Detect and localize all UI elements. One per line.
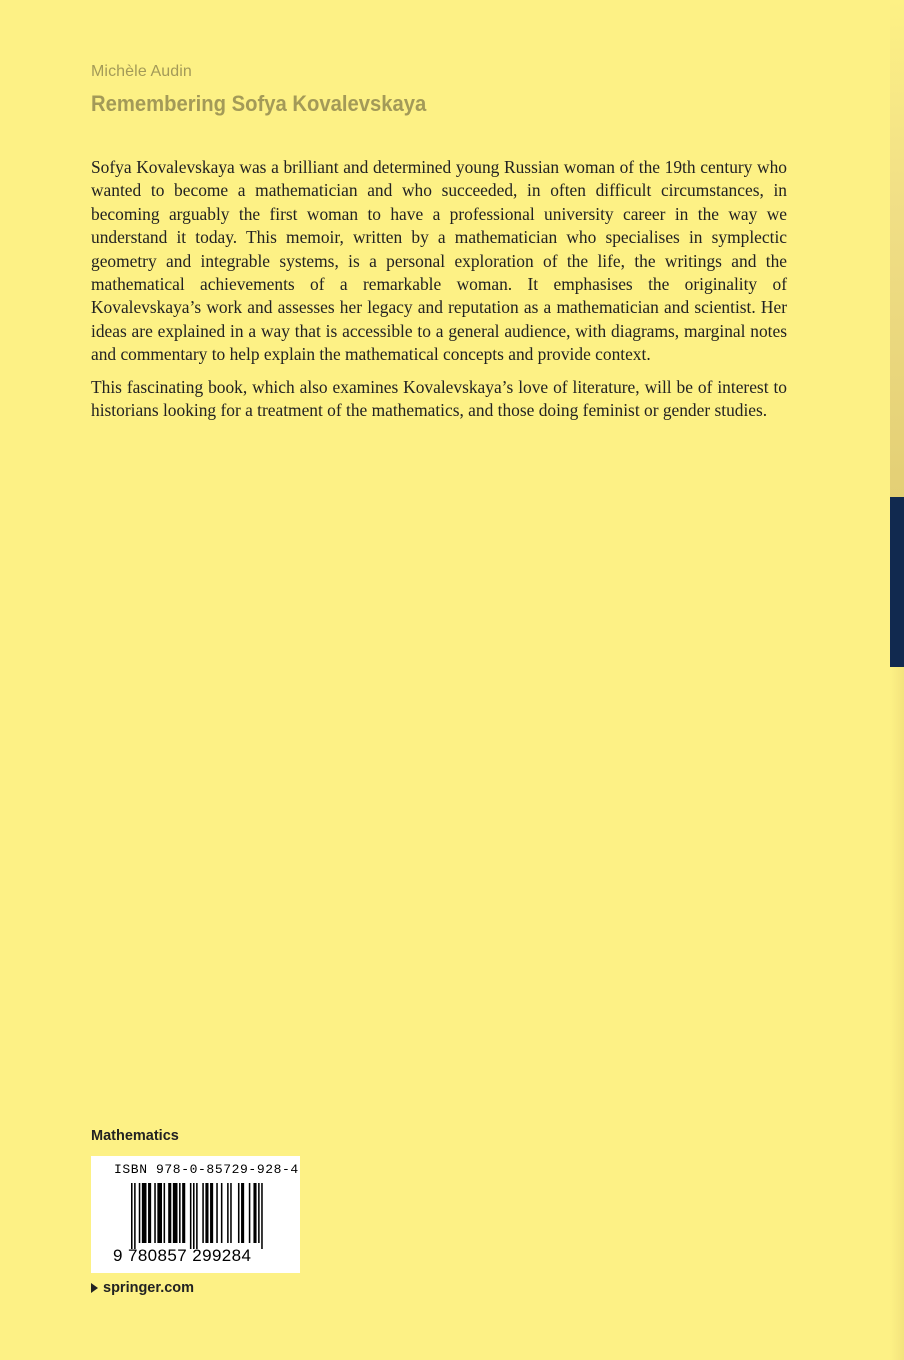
barcode-bar: [142, 1183, 147, 1243]
book-title: Remembering Sofya Kovalevskaya: [91, 91, 427, 116]
barcode-bar: [221, 1183, 223, 1243]
barcode-bar: [134, 1183, 136, 1249]
barcode-bar: [241, 1183, 244, 1243]
publisher-link[interactable]: [91, 1280, 194, 1296]
blurb-paragraph: This fascinating book, which also examines Kovalevskaya’s love of literature, will be of interest to historians looking for a treatment of the mathematics, and those doing feminist or gender studies.: [91, 376, 787, 421]
barcode-bar: [190, 1183, 192, 1249]
barcode-bar: [249, 1183, 251, 1243]
publisher-url: springer.com: [103, 1280, 195, 1296]
ean-digits: 9 780857 299284: [113, 1246, 252, 1265]
barcode-bar: [196, 1183, 198, 1249]
spine-shading: [890, 0, 904, 497]
barcode-bar: [216, 1183, 218, 1243]
blurb: [91, 156, 787, 422]
barcode-bar: [173, 1183, 178, 1243]
barcode-bar: [227, 1183, 229, 1243]
barcode-bar: [157, 1183, 162, 1243]
barcode-bar: [182, 1183, 185, 1243]
barcode-bar: [193, 1183, 195, 1249]
barcode-bar: [139, 1183, 141, 1243]
barcode-bar: [238, 1183, 240, 1243]
spine-color-band: [890, 497, 904, 667]
isbn-label: ISBN 978-0-85729-928-4: [114, 1162, 299, 1177]
barcode-bar: [168, 1183, 171, 1243]
barcode-bar: [202, 1183, 204, 1243]
spine-edge: [890, 0, 904, 1360]
author-name: Michèle Audin: [91, 63, 192, 80]
barcode-bar: [131, 1183, 133, 1249]
barcode-bars: [131, 1183, 281, 1249]
barcode-bar: [154, 1183, 156, 1243]
barcode-bar: [205, 1183, 208, 1243]
barcode-bar: [258, 1183, 260, 1243]
barcode-bar: [253, 1183, 256, 1243]
arrow-right-icon: [91, 1283, 98, 1293]
barcode-bar: [210, 1183, 213, 1243]
subject-category: Mathematics: [91, 1128, 179, 1144]
barcode-bar: [179, 1183, 181, 1243]
barcode-bar: [230, 1183, 232, 1243]
blurb-paragraph: Sofya Kovalevskaya was a brilliant and determined young Russian woman of the 19th century who wanted to become a mathematician and who succeeded, in often difficult circumstances, in becoming arguably the first woman to have a professional university career in the way we understand it today. This memoir, written by a mathematician who specialises in symplectic geometry and integrable systems, is a personal exploration of the life, the writings and the mathematical achievements of a remarkable woman. It emphasises the originality of Kovalevskaya’s work and assesses her legacy and reputation as a mathematician and scientist. Her ideas are explained in a way that is accessible to a general audience, with diagrams, marginal notes and commentary to help explain the mathematical concepts and provide context.: [91, 157, 787, 365]
barcode-bar: [261, 1183, 263, 1249]
barcode-bar: [148, 1183, 151, 1243]
barcode-bar: [164, 1183, 166, 1243]
barcode: [91, 1156, 300, 1273]
